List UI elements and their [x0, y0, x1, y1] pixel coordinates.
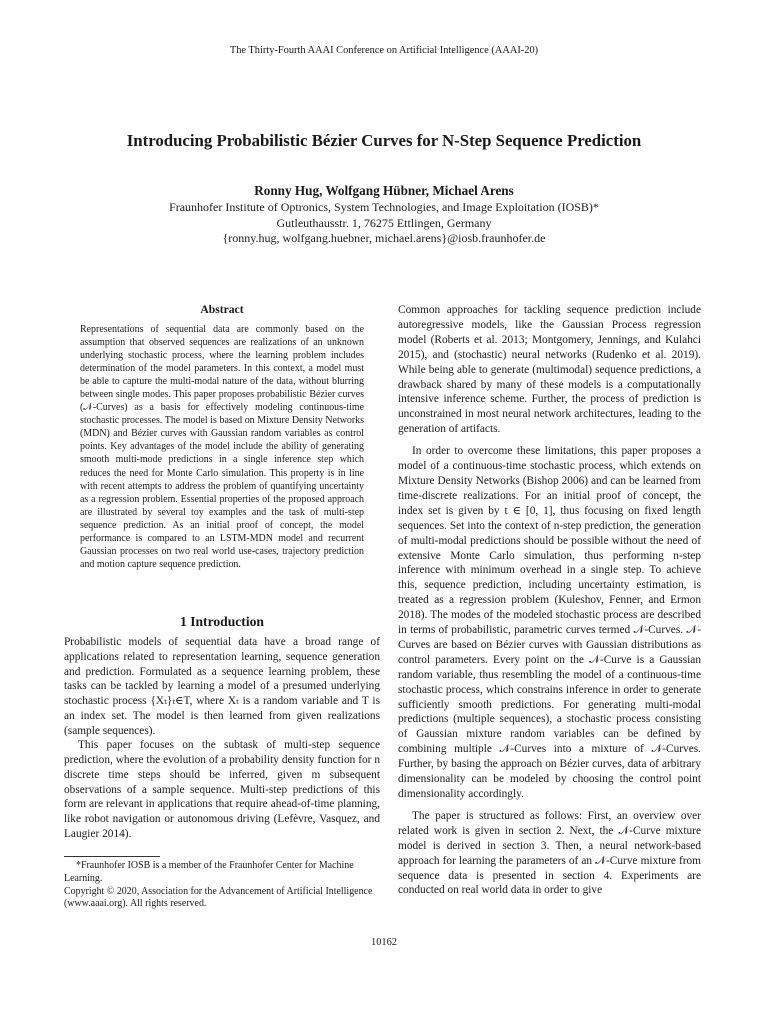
section-heading-introduction: 1 Introduction	[180, 614, 264, 629]
paper-authors: Ronny Hug, Wolfgang Hübner, Michael Arens	[254, 183, 514, 198]
right-paragraph-2: In order to overcome these limitations, this paper proposes a model of a continuous-time stochastic process, which extends on Mixture Density Networks (Bishop 2006) and can be learned from time-discrete realizations. For an initial proof of concept, the index set is given by t ∈ [0, 1], thus focusing on fixed length sequences. Set into the context of n-step prediction, the generation of multi-modal predictions should be possible without the need of extensive Monte Carlo simulation, thus performing n-step inference with minimum overhead in a single step. To achieve this, sequence prediction, including uncertainty estimation, is treated as a regression problem (Kuleshov, Fenner, and Ermon 2018). The modes of the modeled stochastic process are described in terms of probabilistic, parametric curves termed 𝒩-Curves. 𝒩-Curves are based on Bézier curves with Gaussian distributions as control parameters. Every point on the 𝒩-Curve is a Gaussian random variable, thus resembling the model of a continuous-time stochastic process, which constrains inference in order to generate sufficiently smooth predictions. For generating multi-modal predictions (multiple sequences), a stochastic process consisting of Gaussian mixture random variables can be defined by combining multiple 𝒩-Curves into a mixture of 𝒩-Curves. Further, by basing the approach on Bézier curves, data of arbitrary dimensionality can be modeled by choosing the control point dimensionality accordingly.	[398, 445, 701, 800]
right-paragraph-3: The paper is structured as follows: First, an overview over related work is given in section 2. Next, the 𝒩-Curve mixture model is derived in section 3. Then, a neural network-based approach for learning the parameters of an 𝒩-Curve mixture from sequence data is presented in section 4. Experiments are conducted on real world data in order to give	[398, 809, 701, 897]
abstract-heading: Abstract	[200, 303, 244, 316]
footnote-divider	[64, 856, 160, 857]
paper-title: Introducing Probabilistic Bézier Curves for N-Step Sequence Prediction	[126, 131, 642, 150]
conference-header: The Thirty-Fourth AAAI Conference on Artificial Intelligence (AAAI-20)	[229, 45, 539, 56]
author-emails: {ronny.hug, wolfgang.huebner, michael.arens}@iosb.fraunhofer.de	[222, 231, 546, 245]
introduction-body	[64, 635, 380, 842]
affiliation-block	[0, 200, 768, 247]
right-column	[398, 303, 701, 898]
copyright-notice: Copyright © 2020, Association for the Advancement of Artificial Intelligence (www.aaai.org). All rights reserved.	[64, 885, 373, 910]
right-paragraph-1: Common approaches for tackling sequence prediction include autoregressive models, like the Gaussian Process regression model (Roberts et al. 2013; Montgomery, Jennings, and Kulahci 2015), and (stochastic) neural networks (Rudenko et al. 2019). While being able to generate (multimodal) sequence predictions, a drawback shared by many of these models is a computationally intensive inference scheme. Further, the process of prediction is unconstrained in most neural network architectures, leading to the generation of artifacts.	[398, 304, 701, 436]
footnote	[64, 860, 380, 911]
address: Gutleuthausstr. 1, 76275 Ettlingen, Germany	[276, 215, 492, 230]
affiliation: Fraunhofer Institute of Optronics, System Technologies, and Image Exploitation (IOSB)*	[169, 200, 599, 214]
intro-paragraph-2: This paper focuses on the subtask of multi-step sequence prediction, where the evolution of a probability density function for n discrete time steps should be inferred, given m subsequent observations of a sample sequence. Multi-step predictions of this form are relevant in applications that require ahead-of-time planning, like robot navigation or autonomous driving (Lefèvre, Vasquez, and Laugier 2014).	[64, 739, 380, 840]
intro-paragraph-1: Probabilistic models of sequential data have a broad range of applications related to representation learning, sequence generation and prediction. Formulated as a sequence learning problem, these tasks can be tackled by learning a model of a presumed underlying stochastic process {Xₜ}ₜ∈T, where Xₜ is a random variable and T is an index set. The model is then learned from given realizations (sample sequences).	[64, 636, 380, 737]
abstract-text: Representations of sequential data are commonly based on the assumption that observed sequences are realizations of an unknown underlying stochastic process, where the learning problem includes determination of the model parameters. In this context, a model must be able to capture the multi-modal nature of the data, without blurring between single modes. This paper proposes probabilistic Bézier curves (𝒩-Curves) as a basis for effectively modeling continuous-time stochastic processes. The model is based on Mixture Density Networks (MDN) and Bézier curves with Gaussian random variables as control points. Key advantages of the model include the ability of generating smooth multi-mode predictions in a single inference step which reduces the need for Monte Carlo simulation. This property is in line with recent attempts to address the problem of quantifying uncertainty as a regression problem. Essential properties of the proposed approach are illustrated by several toy examples and the task of multi-step sequence prediction. As an initial proof of concept, the model performance is compared to an LSTM-MDN model and recurrent Gaussian processes on two real world use-cases, trajectory prediction and motion capture sequence prediction.	[80, 324, 364, 570]
page-number: 10162	[371, 937, 397, 948]
footnote-affiliation-note: *Fraunhofer IOSB is a member of the Fraunhofer Center for Machine Learning.	[64, 860, 354, 884]
